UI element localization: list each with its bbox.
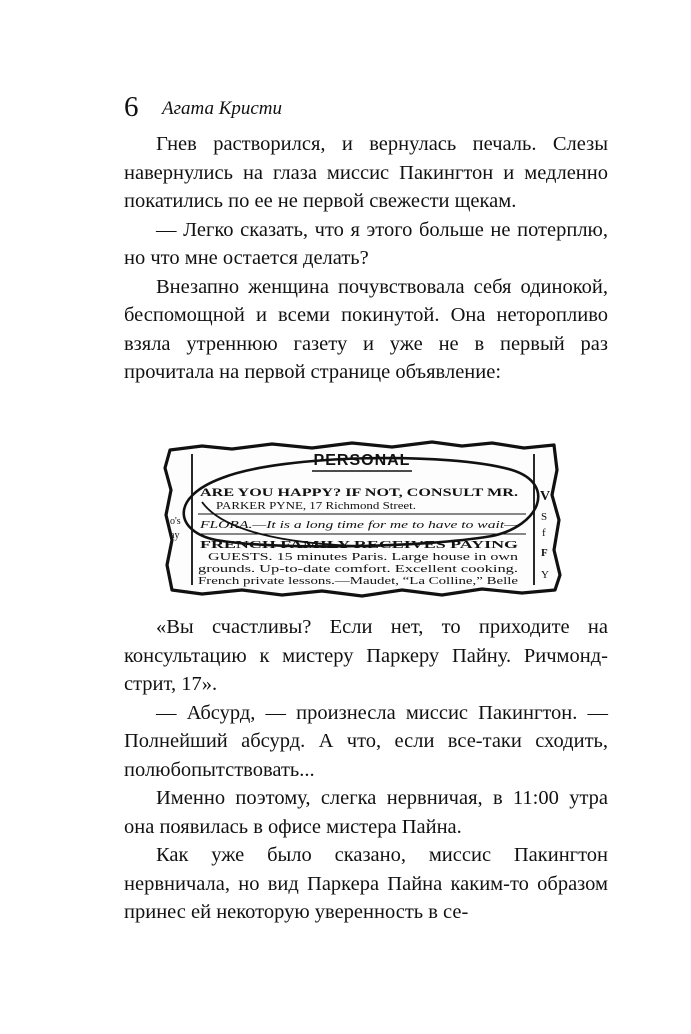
clipping-ad-happy-line1: ARE YOU HAPPY? IF NOT, CONSULT MR.: [200, 487, 519, 499]
clipping-ad-french-line1: FRENCH FAMILY RECEIVES PAYING: [200, 539, 519, 551]
clipping-right-fragment: f: [542, 527, 546, 539]
paragraph: «Вы счастливы? Если нет, то приходите на консультацию к мистеру Паркеру Пайну. Ричмонд-стрит, 17».: [124, 616, 608, 695]
paragraph: — Абсурд, — произнесла миссис Пакингтон. — Полнейший абсурд. А что, если все-таки сходить, полюбопытствовать...: [124, 701, 608, 781]
clipping-right-fragment: V: [540, 489, 551, 504]
text-block-before-clipping: [124, 130, 608, 387]
paragraph: Внезапно женщина почувствовала себя одинокой, беспомощной и всеми покинутой. Она неторопливо взяла утреннюю газету и уже не в первый раз прочитала на первой странице объявление:: [124, 275, 608, 383]
clipping-ad-french-line3: grounds. Up-to-date comfort. Excellent cooking.: [198, 564, 518, 575]
clipping-right-fragment: Y: [541, 569, 549, 581]
clipping-left-fragment: ay: [170, 530, 180, 541]
paragraph: Гнев растворился, и вернулась печаль. Слезы навернулись на глаза миссис Пакингтон и медленно покатились по ее не первой свежести щекам.: [124, 133, 608, 212]
paragraph: Именно поэтому, слегка нервничая, в 11:00 утра она появилась в офисе мистера Пайна.: [124, 787, 608, 838]
clipping-heading: PERSONAL: [313, 452, 411, 469]
newspaper-clipping: [162, 440, 564, 598]
clipping-right-fragment: S: [541, 511, 548, 523]
clipping-ad-happy-line2: PARKER PYNE, 17 Richmond Street.: [216, 501, 416, 512]
text-block-after-clipping: [124, 613, 608, 927]
clipping-right-fragment: F: [541, 547, 548, 559]
clipping-ad-flora: FLORA.—It is a long time for me to have to wait—: [198, 519, 519, 531]
clipping-left-fragment: o's: [170, 516, 181, 527]
paragraph: — Легко сказать, что я этого больше не потерплю, но что мне остается делать?: [124, 218, 608, 269]
clipping-ad-french-line4: French private lessons.—Maudet, “La Colline,” Belle: [198, 576, 519, 587]
paragraph: Как уже было сказано, миссис Пакингтон нервничала, но вид Паркера Пайна каким-то образом принес ей некоторую уверенность в се-: [124, 844, 608, 923]
running-title: Агата Кристи: [162, 98, 282, 119]
clipping-ad-french-line2: GUESTS. 15 minutes Paris. Large house in own: [208, 552, 518, 563]
page-number: 6: [124, 91, 139, 123]
